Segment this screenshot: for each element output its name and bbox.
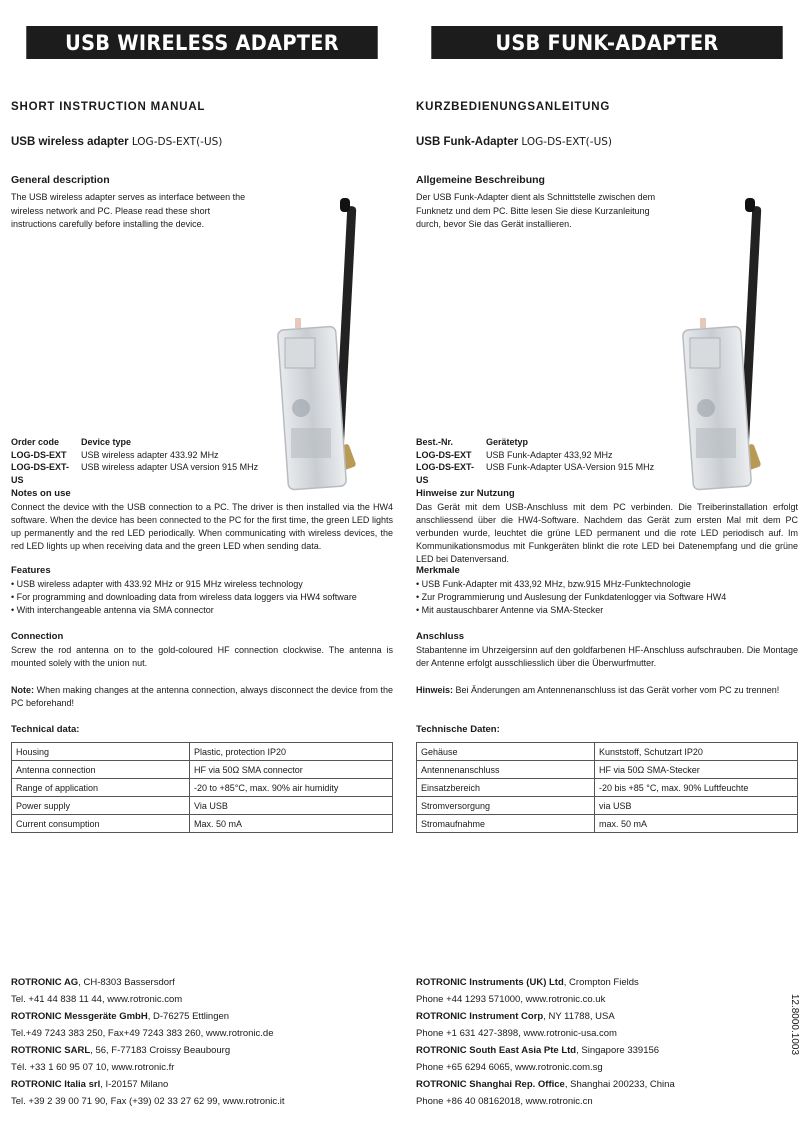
- footer-addresses-right: ROTRONIC Instruments (UK) Ltd, Crompton Fields Phone +44 1293 571000, www.rotronic.co.uk ROTRONIC Instrument Corp, NY 11788, USA Phone +1 631 427-3898, www.rotronic-usa.com ROTRONIC South East Asia Pte Ltd, Singapore 339156 Phone +65 6294 6065, www.rotronic.com.sg ROTRONIC Shanghai Rep. Office, Shanghai 200233, China Phone +86 40 08162018, www.rotronic.cn: [416, 975, 798, 1111]
- notes-section: Hinweise zur Nutzung Das Gerät mit dem USB-Anschluss mit dem PC verbinden. Die Treiberinstallation erfolgt anschliessend über die HW4-Software. Nachdem das Gerät zum ersten Mal mit dem PC verbunden wurde, leuchtet die grüne LED permanent und die rote LED periodisch auf. Im Kommunikationsmodus mit Funkgeräten blinkt die rote LED bei Datenempfang und die grüne LED bei Datenversand.: [416, 488, 798, 564]
- column-german: [416, 26, 798, 829]
- list-item: • With interchangeable antenna via SMA connector: [11, 604, 393, 617]
- table-row: Antenna connection HF via 50Ω SMA connector: [12, 761, 393, 779]
- list-item: • Mit austauschbarer Antenne via SMA-Stecker: [416, 604, 798, 617]
- table-row: Einsatzbereich -20 bis +85 °C, max. 90% Luftfeuchte: [417, 779, 798, 797]
- usb-adapter-image: [668, 178, 788, 498]
- notes-section: Notes on use Connect the device with the USB connection to a PC. The driver is then installed via the HW4 software. When the device has been connected to the PC for the first time, the green LED lights up permanently and the red LED periodically. When communicating with wireless devices, the red LED lights up when receiving data and the green LED when sending data.: [11, 488, 393, 551]
- general-heading: Allgemeine Beschreibung: [416, 174, 545, 186]
- features-section: Merkmale • USB Funk-Adapter mit 433,92 MHz, bzw.915 MHz-Funktechnologie • Zur Programmierung und Auslesung der Funkdatenlogger via Software HW4 • Mit austauschbarer Antenne via SMA-Stecker: [416, 565, 798, 617]
- table-row: Power supply Via USB: [12, 797, 393, 815]
- table-row: Current consumption Max. 50 mA: [12, 815, 393, 833]
- table-row: Range of application -20 to +85°C, max. 90% air humidity: [12, 779, 393, 797]
- list-item: • USB Funk-Adapter mit 433,92 MHz, bzw.915 MHz-Funktechnologie: [416, 578, 798, 591]
- connection-section: Connection Screw the rod antenna on to the gold-coloured HF connection clockwise. The antenna is mounted solely with the union nut.: [11, 631, 393, 668]
- note-text: Hinweis: Bei Änderungen am Antennenanschluss ist das Gerät vorher vom PC zu trennen!: [416, 685, 780, 695]
- tech-table: [11, 742, 393, 833]
- link-contact[interactable]: Phone +86 40 08162018, www.rotronic.cn: [416, 1095, 593, 1107]
- footer-addresses-left: ROTRONIC AG, CH-8303 Bassersdorf Tel. +41 44 838 11 44, www.rotronic.com ROTRONIC Messgeräte GmbH, D-76275 Ettlingen Tel.+49 7243 383 250, Fax+49 7243 383 260, www.rotronic.de ROTRONIC SARL, 56, F-77183 Croissy Beaubourg Tél. +33 1 60 95 07 10, www.rotronic.fr ROTRONIC Italia srl, I-20157 Milano Tel. +39 2 39 00 71 90, Fax (+39) 02 33 27 62 99, www.rotronic.it: [11, 975, 393, 1111]
- product-title: USB Funk-Adapter LOG-DS-EXT(-US): [416, 136, 613, 148]
- connection-section: Anschluss Stabantenne im Uhrzeigersinn auf den goldfarbenen HF-Anschluss aufschrauben. Die Montage der Antenne erfolgt ausschliesslich über die Überwurfmutter.: [416, 631, 798, 668]
- link-contact[interactable]: Tél. +33 1 60 95 07 10, www.rotronic.fr: [11, 1061, 175, 1073]
- link-contact[interactable]: Phone +65 6294 6065, www.rotronic.com.sg: [416, 1061, 603, 1073]
- list-item: • For programming and downloading data from wireless data loggers via HW4 software: [11, 591, 393, 604]
- table-row: Housing Plastic, protection IP20: [12, 743, 393, 761]
- table-row: Antennenanschluss HF via 50Ω SMA-Stecker: [417, 761, 798, 779]
- tech-table: [416, 742, 798, 833]
- banner-title: USB FUNK-ADAPTER: [431, 26, 782, 59]
- link-contact[interactable]: Tel.+49 7243 383 250, Fax+49 7243 383 260, www.rotronic.de: [11, 1027, 274, 1039]
- order-codes: Best.-Nr. Gerätetyp LOG-DS-EXT USB Funk-Adapter 433,92 MHz LOG-DS-EXT-US USB Funk-Adapter USA-Version 915 MHz: [416, 437, 655, 485]
- table-row: Stromversorgung via USB: [417, 797, 798, 815]
- tech-heading: Technical data:: [11, 724, 80, 735]
- table-row: Gehäuse Kunststoff, Schutzart IP20: [417, 743, 798, 761]
- link-contact[interactable]: Tel. +41 44 838 11 44, www.rotronic.com: [11, 993, 183, 1005]
- table-row: Stromaufnahme max. 50 mA: [417, 815, 798, 833]
- link-contact[interactable]: Tel. +39 2 39 00 71 90, Fax (+39) 02 33 27 62 99, www.rotronic.it: [11, 1095, 285, 1107]
- document-number: 12.8000.1003: [789, 993, 800, 1055]
- link-contact[interactable]: Phone +1 631 427-3898, www.rotronic-usa.com: [416, 1027, 617, 1039]
- features-section: Features • USB wireless adapter with 433.92 MHz or 915 MHz wireless technology • For programming and downloading data from wireless data loggers via HW4 software • With interchangeable antenna via SMA connector: [11, 565, 393, 617]
- list-item: • USB wireless adapter with 433.92 MHz or 915 MHz wireless technology: [11, 578, 393, 591]
- manual-title: KURZBEDIENUNGSANLEITUNG: [416, 101, 611, 113]
- manual-title: SHORT INSTRUCTION MANUAL: [11, 101, 206, 113]
- product-title: USB wireless adapter LOG-DS-EXT(-US): [11, 136, 223, 148]
- general-text: Der USB Funk-Adapter dient als Schnittstelle zwischen dem Funknetz und dem PC. Bitte lesen Sie diese Kurzanleitung durch, bevor Sie das Gerät installieren.: [416, 192, 656, 229]
- banner-title: USB WIRELESS ADAPTER: [26, 26, 377, 59]
- tech-heading: Technische Daten:: [416, 724, 500, 735]
- list-item: • Zur Programmierung und Auslesung der Funkdatenlogger via Software HW4: [416, 591, 798, 604]
- column-english: [11, 26, 393, 829]
- general-heading: General description: [11, 174, 110, 186]
- order-codes: Order code Device type LOG-DS-EXT USB wireless adapter 433.92 MHz LOG-DS-EXT-US USB wireless adapter USA version 915 MHz: [11, 437, 259, 485]
- link-contact[interactable]: Phone +44 1293 571000, www.rotronic.co.uk: [416, 993, 606, 1005]
- general-text: The USB wireless adapter serves as interface between the wireless network and PC. Please read these short instructions carefully before installing the device.: [11, 192, 246, 229]
- usb-adapter-image: [263, 178, 383, 498]
- note-text: Note: When making changes at the antenna connection, always disconnect the device from the PC beforehand!: [11, 685, 393, 708]
